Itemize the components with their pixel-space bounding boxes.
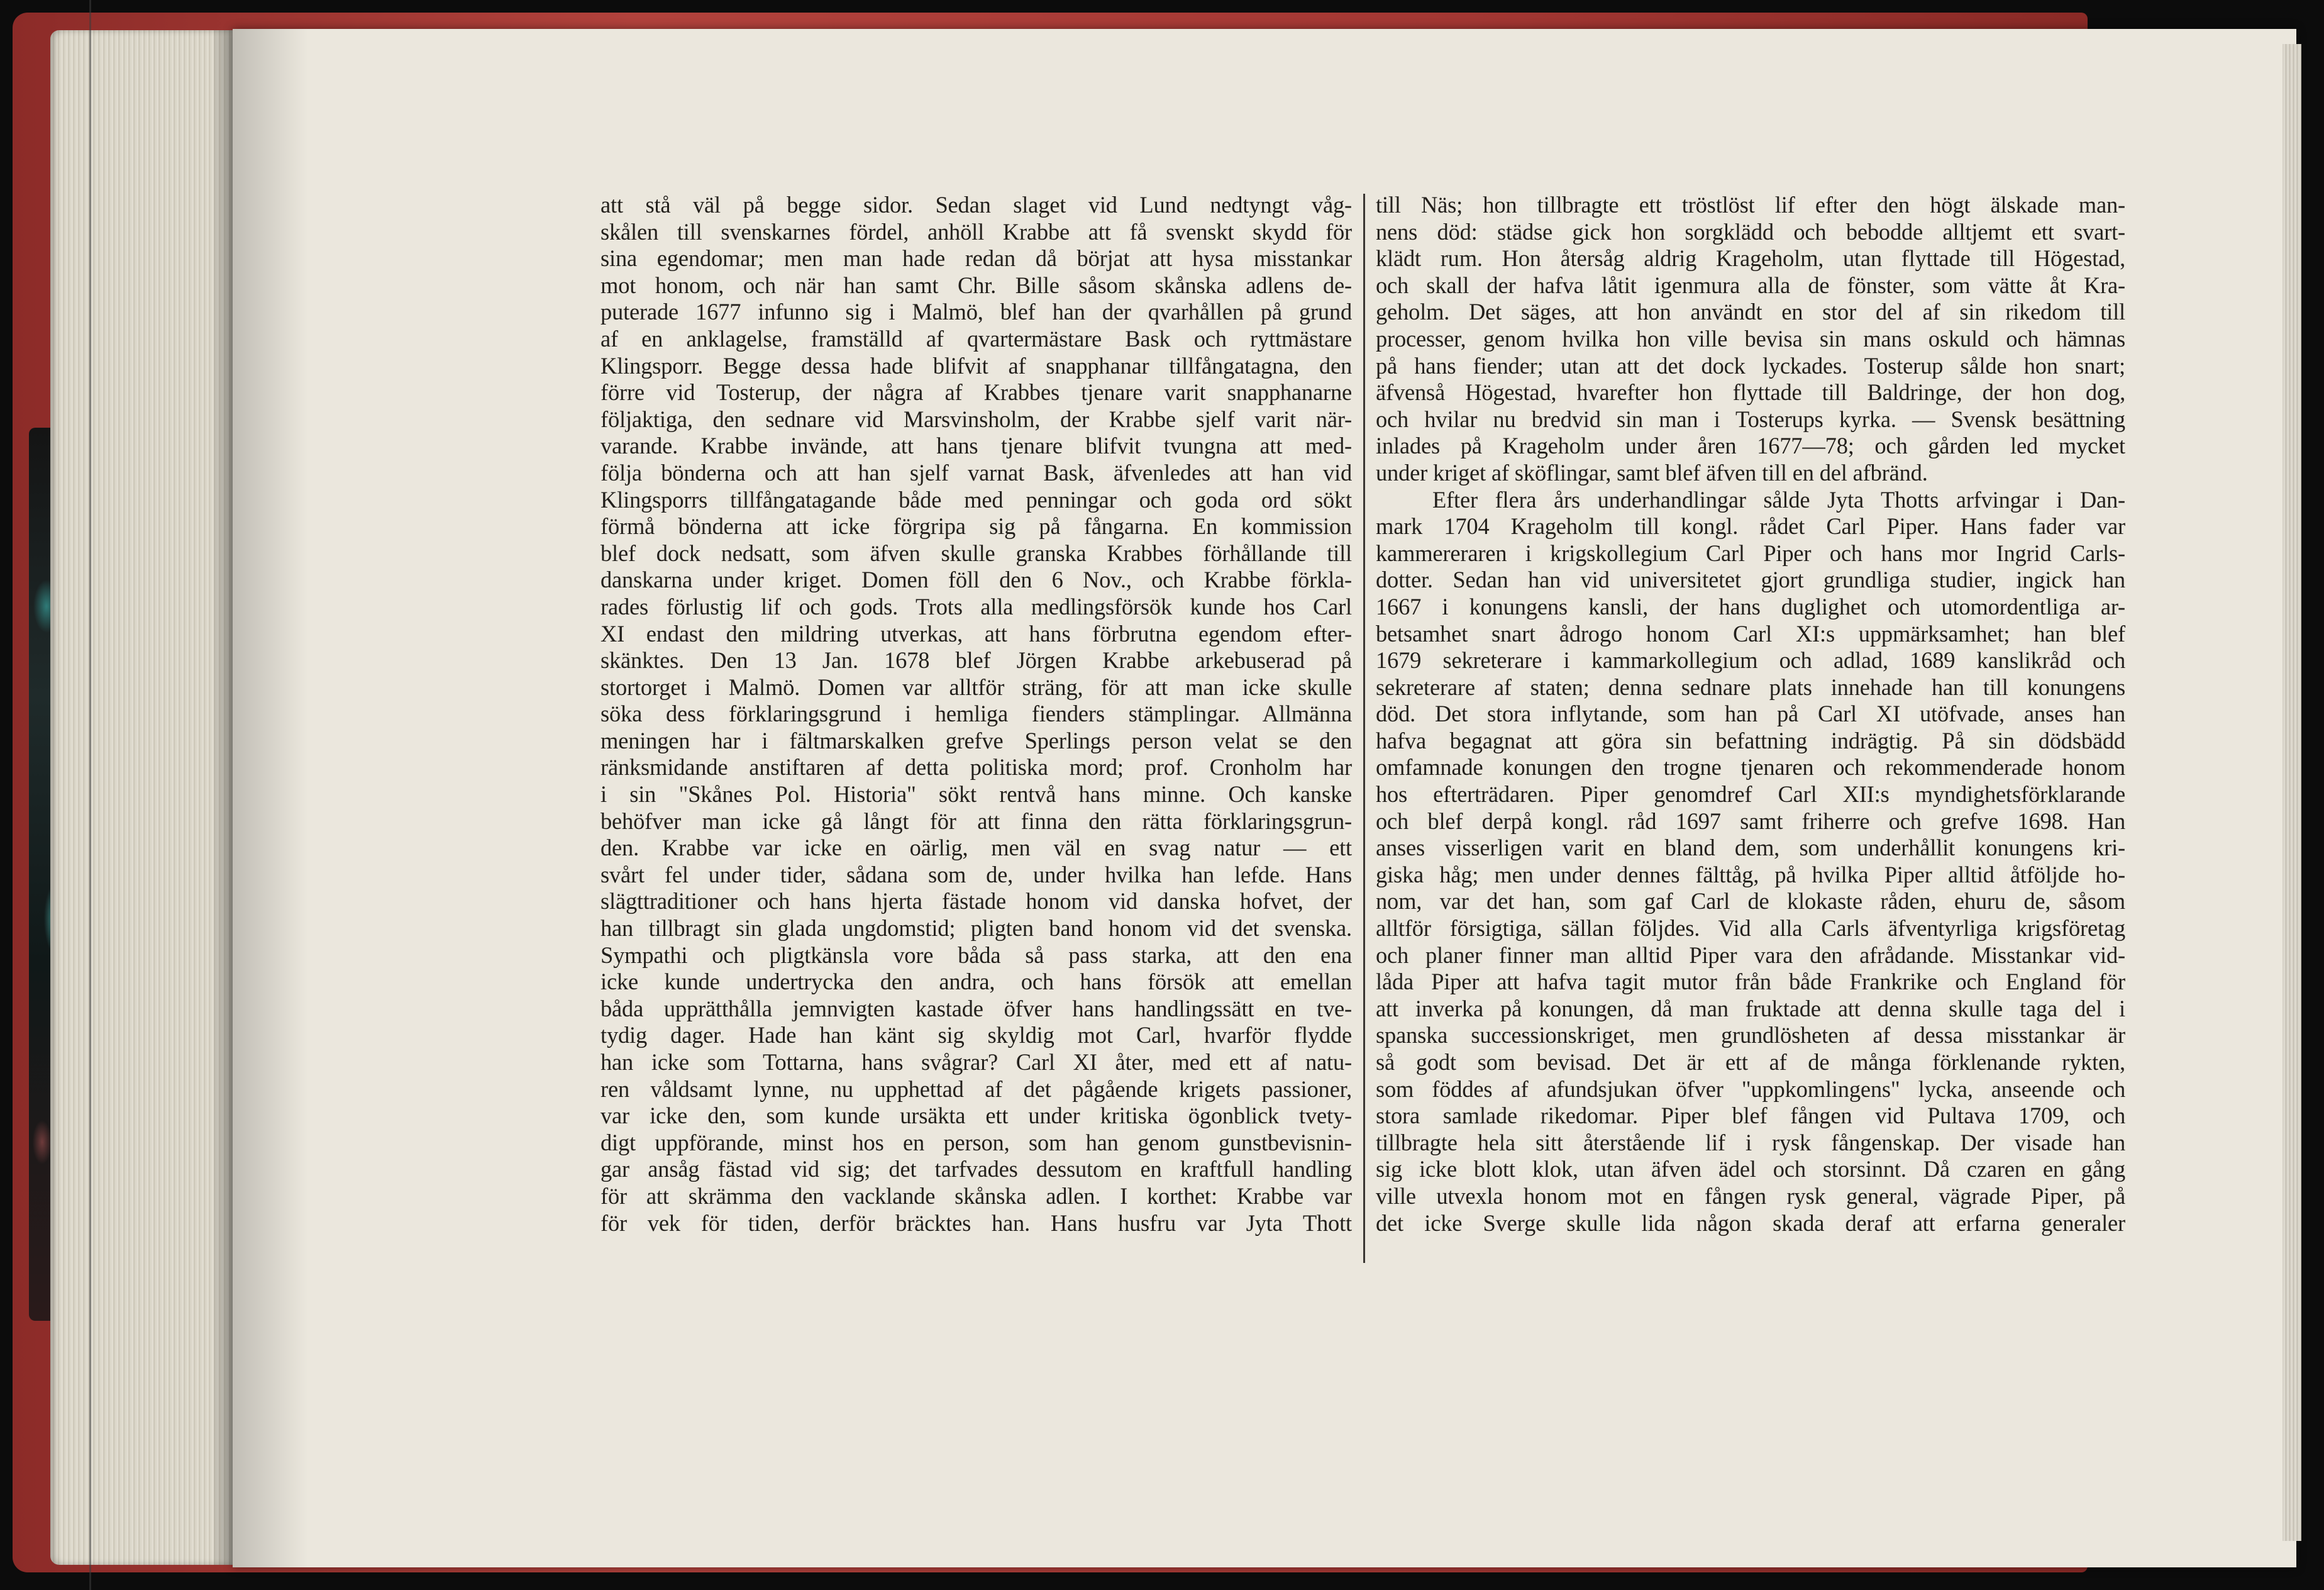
text-line: svårt fel under tider, sådana som de, under hvilka han lefde. Hans [600, 861, 1352, 887]
text-line: hafva begagnat att göra sin befattning indrägtig. På sin dödsbädd [1376, 727, 2125, 753]
text-line: skänktes. Den 13 Jan. 1678 blef Jörgen Krabbe arkebuserad på [600, 647, 1352, 674]
text-line: blef dock nedsatt, som äfven skulle granska Krabbes förhållande till [600, 540, 1352, 566]
text-column-left [600, 192, 1352, 1237]
text-line: anses visserligen varit en bland dem, som underhållit konungens kri- [1376, 835, 2125, 861]
text-line: nom, var det han, som gaf Carl de klokaste råden, ehuru de, såsom [1376, 888, 2125, 915]
text-line: äfvenså Högestad, hvarefter hon flyttade till Baldringe, der hon dog, [1376, 379, 2125, 406]
text-line: han tillbragt sin glada ungdomstid; pligten band honom vid det svenska. [600, 915, 1352, 942]
text-line: af en anklagelse, framställd af qvartermästare Bask och ryttmästare [600, 325, 1352, 352]
text-line: dotter. Sedan han vid universitetet gjort grundliga studier, ingick han [1376, 567, 2125, 593]
text-line: betsamhet snart ådrogo honom Carl XI:s uppmärksamhet; han blef [1376, 620, 2125, 647]
text-line: processer, genom hvilka hon ville bevisa sin mans oskuld och hämnas [1376, 325, 2125, 352]
column-divider [1363, 194, 1365, 1263]
text-line: död. Det stora inflytande, som han på Carl XI utöfvade, anses han [1376, 701, 2125, 727]
text-line: skålen till svenskarnes fördel, anhöll Krabbe att få svenskt skydd för [600, 218, 1352, 245]
text-line: tydig dager. Hade han känt sig skyldig mot Carl, hvarför flydde [600, 1022, 1352, 1048]
text-line: digt uppförande, minst hos en person, som han genom gunstbevisnin- [600, 1129, 1352, 1155]
text-line: och skall der hafva låtit igenmura alla de fönster, som vätte åt Kra- [1376, 272, 2125, 298]
text-line: i sin "Skånes Pol. Historia" sökt rentvå hans minne. Och kanske [600, 781, 1352, 808]
text-line: rades förlustig lif och gods. Trots alla medlingsförsök kunde hos Carl [600, 593, 1352, 620]
text-line: alltför försigtiga, sällan följdes. Vid alla Carls äfventyrliga krigsföretag [1376, 915, 2125, 942]
right-page-edges [2282, 44, 2301, 1541]
text-line: mot honom, och när han samt Chr. Bille såsom skånska adlens de- [600, 272, 1352, 298]
text-line: behöfver man icke gå långt för att finna den rätta förklaringsgrun- [600, 808, 1352, 834]
text-line: låda Piper att hafva tagit mutor från både Frankrike och England för [1376, 969, 2125, 995]
text-line: för vek för tiden, derför bräcktes han. Hans husfru var Jyta Thott [600, 1209, 1352, 1236]
text-line: och planer finner man alltid Piper vara den afrådande. Misstankar vid- [1376, 942, 2125, 968]
text-line: var icke den, som kunde ursäkta ett under kritiska ögonblick tvety- [600, 1103, 1352, 1129]
text-line: följaktiga, den sednare vid Marsvinsholm, der Krabbe sjelf varit när- [600, 406, 1352, 432]
text-line: Efter flera års underhandlingar sålde Jyta Thotts arfvingar i Dan- [1432, 486, 2125, 513]
text-line: han icke som Tottarna, hans svågrar? Carl XI åter, med ett af natu- [600, 1049, 1352, 1075]
text-line: giska håg; men under dennes fälttåg, på hvilka Piper alltid åtföljde ho- [1376, 861, 2125, 887]
text-line: mark 1704 Krageholm till kongl. rådet Carl Piper. Hans fader var [1376, 513, 2125, 540]
text-line: gar ansåg fästad vid sig; det tarfvades dessutom en kraftfull handling [600, 1156, 1352, 1182]
text-line: Klingsporrs tillfångatagande både med penningar och goda ord sökt [600, 486, 1352, 513]
text-line: att stå väl på begge sidor. Sedan slaget vid Lund nedtyngt våg- [600, 192, 1352, 218]
text-line: den. Krabbe var icke en oärlig, men väl en svag natur — ett [600, 835, 1352, 861]
text-line: förmå bönderna att icke förgripa sig på fångarna. En kommission [600, 513, 1352, 540]
text-line: 1679 sekreterare i kammarkollegium och adlad, 1689 kanslikråd och [1376, 647, 2125, 674]
text-line: sig icke blott klok, utan äfven ädel och storsinnt. Då czaren en gång [1376, 1156, 2125, 1182]
text-line: spanska successionskriget, men grundlösheten af dessa misstankar är [1376, 1022, 2125, 1048]
text-line: danskarna under kriget. Domen föll den 6 Nov., och Krabbe förkla- [600, 567, 1352, 593]
text-line: hos efterträdaren. Piper genomdref Carl XII:s myndighetsförklarande [1376, 781, 2125, 808]
text-line: söka dess förklaringsgrund i hemliga fienders stämplingar. Allmänna [600, 701, 1352, 727]
text-line: XI endast den mildring utverkas, att hans förbrutna egendom efter- [600, 620, 1352, 647]
text-line: till Näs; hon tillbragte ett tröstlöst lif efter den högt älskade man- [1376, 192, 2125, 218]
text-line: ränksmidande anstiftaren af detta politiska mord; prof. Cronholm har [600, 754, 1352, 781]
text-line: Sympathi och pligtkänsla vore båda så pass starka, att den ena [600, 942, 1352, 968]
text-line: slägttraditioner och hans hjerta fästade honom vid danska hofvet, der [600, 888, 1352, 915]
text-line: följa bönderna och att han sjelf varnat Bask, äfvenledes att han vid [600, 459, 1352, 486]
text-line: och hvilar nu bredvid sin man i Tosterups kyrka. — Svensk besättning [1376, 406, 2125, 432]
text-line: ville utvexla honom mot en fången rysk general, vägrade Piper, på [1376, 1182, 2125, 1209]
text-line: och blef derpå kongl. råd 1697 samt friherre och grefve 1698. Han [1376, 808, 2125, 834]
text-line: att inverka på konungen, då man fruktade att denna skulle taga del i [1376, 995, 2125, 1021]
text-line: sina egendomar; men man hade redan då börjat att hysa misstankar [600, 245, 1352, 272]
text-line: förre vid Tosterup, der några af Krabbes tjenare varit snapphanarne [600, 379, 1352, 406]
text-column-right [1376, 192, 2125, 1237]
text-line: det icke Sverge skulle lida någon skada deraf att erfarna generaler [1376, 1209, 2125, 1236]
text-line: Klingsporr. Begge dessa hade blifvit af snapphanar tillfångatagna, den [600, 352, 1352, 379]
scan-guide-line [89, 0, 91, 1590]
text-line: stora samlade rikedomar. Piper blef fången vid Pultava 1709, och [1376, 1103, 2125, 1129]
text-line: för att skrämma den vacklande skånska adlen. I korthet: Krabbe var [600, 1182, 1352, 1209]
text-line: omfamnade konungen den trogne tjenaren och rekommenderade honom [1376, 754, 2125, 781]
text-line: meningen har i fältmarskalken grefve Sperlings person velat se den [600, 727, 1352, 753]
text-line: på hans fiender; utan att det dock lyckades. Tosterup sålde hon snart; [1376, 352, 2125, 379]
text-line: inlades på Krageholm under åren 1677—78; och gården led mycket [1376, 433, 2125, 459]
text-line: icke kunde undertrycka den andra, och hans försök att emellan [600, 969, 1352, 995]
text-line: som föddes af afundsjukan öfver "uppkomlingens" lycka, anseende och [1376, 1076, 2125, 1102]
text-line: varande. Krabbe invände, att hans tjenare blifvit tvungna att med- [600, 433, 1352, 459]
text-line: under kriget af sköflingar, samt blef äfven till en del afbränd. [1376, 459, 1928, 486]
text-line: tillbragte hela sitt återstående lif i rysk fångenskap. Der visade han [1376, 1129, 2125, 1155]
text-line: båda upprätthålla jemnvigten kastade öfver hans handlingssätt en tve- [600, 995, 1352, 1021]
text-line: puterade 1677 infunno sig i Malmö, blef han der qvarhållen på grund [600, 299, 1352, 325]
text-line: klädt rum. Hon återsåg aldrig Krageholm, utan flyttade till Högestad, [1376, 245, 2125, 272]
page-edges [50, 30, 239, 1565]
text-line: så godt som bevisad. Det är ett af de många förklenande rykten, [1376, 1049, 2125, 1075]
text-line: sekreterare af staten; denna sednare plats innehade han till konungens [1376, 674, 2125, 700]
text-line: geholm. Det säges, att hon användt en stor del af sin rikedom till [1376, 299, 2125, 325]
text-line: 1667 i konungens kansli, der hans duglighet och utomordentliga ar- [1376, 593, 2125, 620]
text-line: kammereraren i krigskollegium Carl Piper och hans mor Ingrid Carls- [1376, 540, 2125, 566]
text-line: stortorget i Malmö. Domen var alltför sträng, för att man icke skulle [600, 674, 1352, 700]
text-line: nens död: städse gick hon sorgklädd och bebodde alltjemt ett svart- [1376, 218, 2125, 245]
text-line: ren våldsamt lynne, nu upphettad af det pågående krigets passioner, [600, 1076, 1352, 1102]
